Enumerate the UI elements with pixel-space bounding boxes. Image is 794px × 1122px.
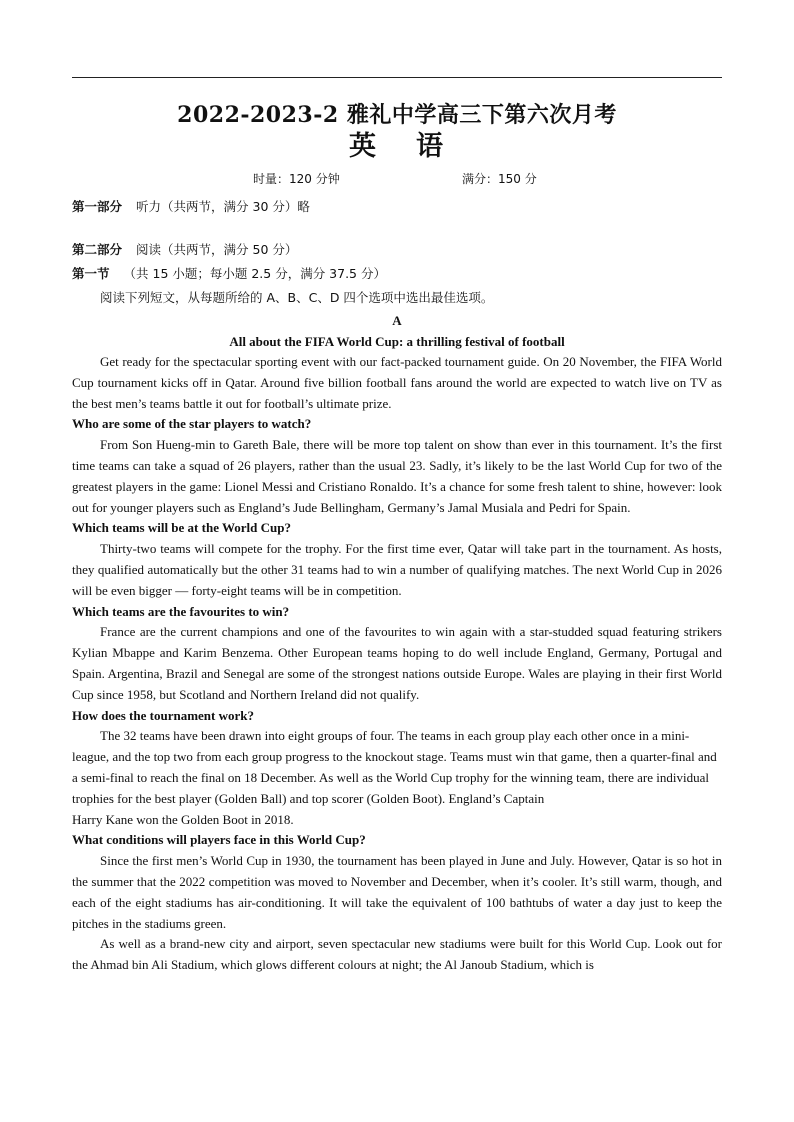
part2-heading (72, 241, 297, 259)
header-rule (72, 77, 722, 78)
part1-note: 听力（共两节，满分 30 分）略 (136, 199, 310, 214)
part2-note: 阅读（共两节，满分 50 分） (136, 242, 298, 257)
section1-label: 第一节 (72, 266, 110, 281)
part1-heading (72, 198, 310, 216)
paragraph: Thirty-two teams will compete for the trophy. For the first time ever, Qatar will take part in the tournament. As hosts, they qualified automatically but the other 31 teams had to win a number of qualifying matches. The next World Cup in 2026 will be even bigger — forty-eight teams will be in competition. (72, 541, 722, 598)
subheading: Who are some of the star players to watch? (72, 416, 312, 432)
subheading: What conditions will players face in this World Cup? (72, 832, 366, 848)
paragraph: From Son Hueng-min to Gareth Bale, there will be more top talent on show than ever in this tournament. It’s the first time teams can take a squad of 26 players, rather than the usual 23. Sadly, it’s likely to be the last World Cup for two of the greatest players in the game: Lionel Messi and Cristiano Ronaldo. It’s a chance for some fresh talent to shine, however: look out for younger players such as England’s Jude Bellingham, Germany’s Jamal Musiala and Pedri for Spain. (72, 437, 722, 515)
section1-note: （共 15 小题；每小题 2.5 分，满分 37.5 分） (123, 266, 386, 281)
exam-title: 2022-2023-2 雅礼中学高三下第六次月考 (177, 102, 617, 128)
passage-title: All about the FIFA World Cup: a thrilling festival of football (229, 334, 565, 349)
subheading: Which teams will be at the World Cup? (72, 520, 291, 536)
exam-subject (0, 131, 794, 163)
paragraph: Harry Kane won the Golden Boot in 2018. (72, 811, 294, 827)
paragraph: As well as a brand-new city and airport, seven spectacular new stadiums were built for this World Cup. Look out for the Ahmad bin Ali Stadium, which glows different colours at night; the Al Janoub Stadium, which is (72, 936, 722, 973)
subheading: Which teams are the favourites to win? (72, 603, 290, 619)
subject-char-1: 英 (349, 131, 378, 162)
section1-heading (72, 265, 386, 283)
subject-char-2: 语 (416, 131, 445, 162)
passage-letter: A (392, 313, 402, 328)
paragraph: The 32 teams have been drawn into eight groups of four. The teams in each group play each other once in a mini-league, and the top two from each group progress to the knockout stage. Teams must win that game, then a quarter-final and a semi-final to reach the final on 18 December. As well as the World Cup trophy for the winning team, there are individual trophies for the best player (Golden Ball) and top scorer (Golden Boot). England’s Captain (72, 728, 717, 806)
subheading: How does the tournament work? (72, 707, 254, 723)
paragraph: Since the first men’s World Cup in 1930, the tournament has been played in June and July. However, Qatar is so hot in the summer that the 2022 competition was moved to November and December, when it’s cooler. It’s still warm, though, and each of the eight stadiums has air-conditioning. It will take the equivalent of 100 bathtubs of water a day just to keep the pitches in the stadiums green. (72, 853, 722, 931)
paragraph: Get ready for the spectacular sporting event with our fact-packed tournament guide. On 20 November, the FIFA World Cup tournament kicks off in Qatar. Around five billion football fans around the world are expected to watch live on TV as the best men’s teams battle it out for football’s ultimate prize. (72, 354, 722, 411)
passage-body (72, 352, 722, 976)
exam-score: 满分：150 分 (462, 172, 537, 186)
exam-time: 时量：120 分钟 (253, 172, 340, 186)
paragraph: France are the current champions and one of the favourites to win again with a star-studded squad featuring strikers Kylian Mbappe and Karim Benzema. Other European teams hoping to do well include England, Germany, Portugal and Spain. Argentina, Brazil and Senegal are some of the strongest nations outside Europe. Wales are playing in their first World Cup since 1958, but Scotland and Northern Ireland did not qualify. (72, 624, 722, 702)
part1-label: 第一部分 (72, 199, 123, 214)
part2-label: 第二部分 (72, 242, 123, 257)
instruction: 阅读下列短文，从每题所给的 A、B、C、D 四个选项中选出最佳选项。 (100, 290, 494, 305)
